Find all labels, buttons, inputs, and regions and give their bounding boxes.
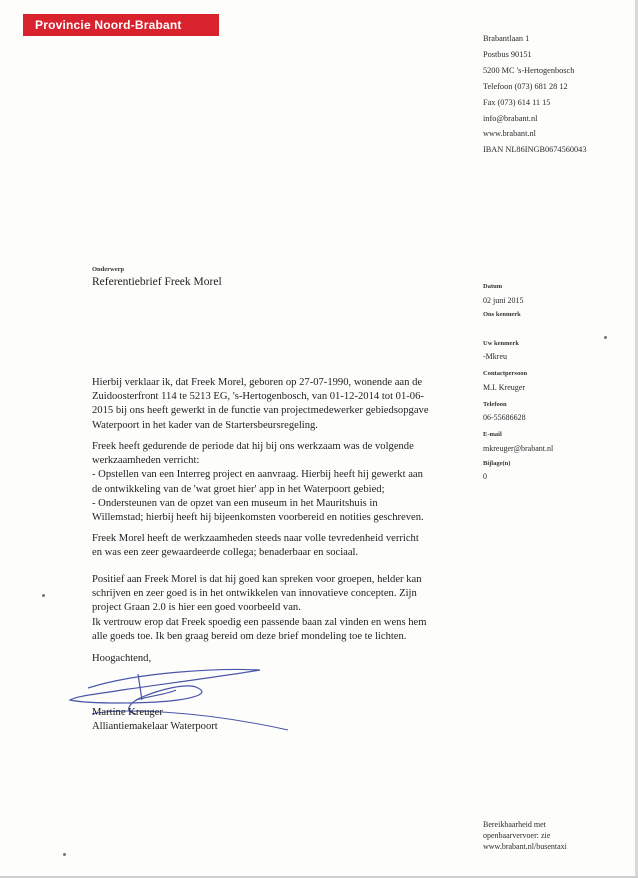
- address-line: info@brabant.nl: [483, 113, 538, 123]
- address-line: IBAN NL86INGB0674560043: [483, 145, 587, 155]
- body-line: Positief aan Freek Morel is dat hij goed kan spreken voor groepen, helder kan: [92, 574, 422, 585]
- scan-speck: [42, 594, 45, 597]
- subject-label: Onderwerp: [92, 266, 125, 273]
- body-line: Freek Morel heeft de werkzaamheden steeds naar volle tevredenheid verricht: [92, 533, 419, 544]
- paragraph-3: [92, 532, 467, 560]
- body-line: Ik vertrouw erop dat Freek spoedig een passende baan zal vinden en wens hem: [92, 616, 427, 628]
- body-line: 2015 bij ons heeft gewerkt in de functie van projectmedewerker gebiedsopgave: [92, 405, 429, 417]
- telefoon-value: 06-55686628: [483, 413, 526, 422]
- address-line: Postbus 90151: [483, 49, 532, 59]
- sender-address-block: [483, 31, 586, 158]
- address-line: Brabantlaan 1: [483, 34, 530, 43]
- bijlagen-label: Bijlage(n): [483, 460, 511, 467]
- subject-title: Referentiebrief Freek Morel: [92, 276, 222, 288]
- signatory-name: Martine Kreuger: [92, 707, 163, 718]
- provincie-logo: Provincie Noord-Brabant: [23, 14, 219, 36]
- telefoon-label: Telefoon: [483, 401, 507, 408]
- ons-kenmerk-label: Ons kenmerk: [483, 311, 521, 318]
- uw-kenmerk-label: Uw kenmerk: [483, 340, 519, 347]
- signatory-block: [92, 706, 218, 734]
- email-label: E-mail: [483, 431, 502, 438]
- signatory-title: Alliantiemakelaar Waterpoort: [92, 721, 218, 732]
- contactpersoon-value: M.I. Kreuger: [483, 383, 525, 392]
- body-line: Zuidoosterfront 114 te 5213 EG, 's-Hertogenbosch, van 01-12-2014 tot 01-06-: [92, 391, 424, 403]
- paragraph-1: [92, 376, 467, 433]
- accessibility-note: [483, 819, 567, 853]
- body-line: Willemstad; hierbij heeft hij bijeenkomsten voorbereid en notities geschreven.: [92, 512, 424, 524]
- footer-line: www.brabant.nl/busentaxi: [483, 842, 567, 852]
- address-line: 5200 MC 's-Hertogenbosch: [483, 65, 575, 75]
- paragraph-4: [92, 573, 467, 644]
- body-line: Freek heeft gedurende de periode dat hij bij ons werkzaam was de volgende: [92, 441, 414, 452]
- address-line: Fax (073) 614 11 15: [483, 97, 551, 107]
- body-line: en was een zeer gewaardeerde collega; benaderbaar en sociaal.: [92, 547, 359, 559]
- body-line: werkzaamheden verricht:: [92, 455, 200, 467]
- scan-speck: [604, 336, 607, 339]
- body-line: de ontwikkeling van de 'wat groet hier' app in het Waterpoort gebied;: [92, 483, 385, 495]
- datum-value: 02 juni 2015: [483, 296, 524, 305]
- body-line: - Ondersteunen van de opzet van een museum in het Mauritshuis in: [92, 497, 378, 509]
- body-line: Hierbij verklaar ik, dat Freek Morel, geboren op 27-07-1990, wonende aan de: [92, 377, 423, 388]
- body-line: - Opstellen van een Interreg project en aanvraag. Hierbij heeft hij gewerkt aan: [92, 469, 423, 481]
- email-value: mkreuger@brabant.nl: [483, 444, 554, 453]
- contactpersoon-label: Contactpersoon: [483, 370, 528, 377]
- body-line: Waterpoort in het kader van de Startersbeursregeling.: [92, 419, 318, 431]
- paragraph-2: [92, 440, 467, 525]
- body-line: project Graan 2.0 is hier een goed voorbeeld van.: [92, 602, 301, 614]
- bijlagen-value: 0: [483, 472, 487, 481]
- closing-greeting: Hoogachtend,: [92, 653, 152, 664]
- scan-speck: [63, 853, 66, 856]
- body-line: alle goeds toe. Ik ben graag bereid om deze brief mondeling toe te lichten.: [92, 630, 407, 642]
- address-line: www.brabant.nl: [483, 129, 536, 139]
- footer-line: openbaarvervoer: zie: [483, 831, 551, 841]
- uw-kenmerk-value: -Mkreu: [483, 352, 507, 361]
- body-line: schrijven en zeer goed is in het ontwikkelen van innovatieve concepten. Zijn: [92, 588, 417, 600]
- footer-line: Bereikbaarheid met: [483, 820, 546, 829]
- address-line: Telefoon (073) 681 28 12: [483, 81, 568, 91]
- datum-label: Datum: [483, 283, 503, 290]
